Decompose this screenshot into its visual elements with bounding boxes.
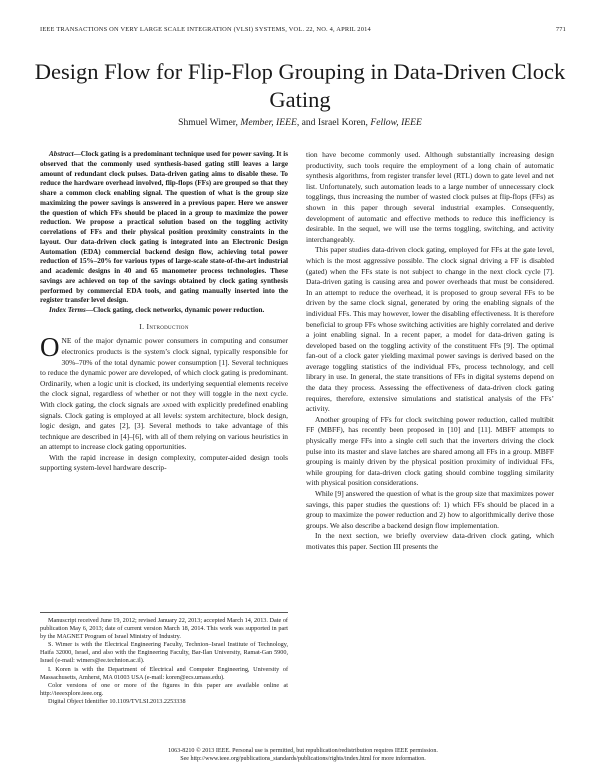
index-terms-text: —Clock gating, clock networks, dynamic power reduction. (85, 306, 265, 314)
footnote-color: Color versions of one or more of the figures in this paper are available online at http://ieeexplore.ieee.org. (40, 681, 288, 697)
right-paragraph-4: While [9] answered the question of what is the group size that maximizes power savings, this paper studies the questions of: 1) which FFs should be placed in a group to maximize the power reduction and 2) how to algorithmically derive those groups. We also describe a backend design flow implementation. (306, 489, 554, 530)
author-line (40, 117, 560, 128)
right-paragraph-2: This paper studies data-driven clock gating, employed for FFs at the gate level, which is the most aggressive possible. The clock signal driving a FF is disabled (gated) when the FFs state is not subject to change in the next clock cycle [7]. Data-driven gating is causing area and power overheads that must be considered. In an attempt to reduce the overhead, it is proposed to group several FFs to be driven by the same clock signal, generated by oring the enabling signals of the individual FFs. This may however, lower the disabling effectiveness. It is therefore beneficial to group FFs whose switching activities are highly correlated and derive a joint enabling signal. In a recent paper, a model for data-driven gating is developed based on the toggling activity of the constituent FFs [9]. The optimal fan-out of a clock gater yielding maximal power savings is derived based on the average toggling statistics of the individual FFs, process technology, and cell library in use. In general, the state transitions of FFs in digital systems depend on the data they process. Assessing the effectiveness of data-driven clock gating requires, therefore, extensive simulations and statistical analysis of the FFs’ activity. (306, 245, 554, 414)
left-column (40, 150, 288, 474)
running-header (40, 26, 566, 33)
intro-p1-first: NE of the major dynamic power consumers in computing and consumer electronics products is the system’s clock signal, typically responsible for 30%–70% of the total dynamic power consumption [1]. Several techniques to reduce the dynamic power are developed, of which clock gating is predominant. Ordinarily, when a logic unit is clocked, its underlying sequential elements receive the clock signal, regardless of whether or not they will toggle in the next cycle. With clock gating, the clock signals are (40, 336, 288, 409)
copyright-notice: 1063-8210 © 2013 IEEE. Personal use is permitted, but republication/redistribution requires IEEE permission. (168, 748, 438, 754)
right-paragraph-5: In the next section, we briefly overview data-driven clock gating, which motivates this paper. Section III presents the (306, 531, 554, 551)
page-footer (40, 747, 566, 763)
page-number: 771 (555, 26, 566, 33)
right-paragraph-1: tion have become commonly used. Although substantially increasing design productivity, such tools require the employment of a long chain of automatic synthesis algorithms, from register transfer level (RTL) down to gate level and net list. Unfortunately, such automation leads to a large number of unnecessary clock togglings, thus increasing the number of wasted clock pulses at flip-flops (FFs) as shown in this paper through several industrial examples. Consequently, development of automatic and effective methods to reduce this inefficiency is desirable. In the sequel, we will use the terms toggling, switching, and activity interchangeably. (306, 150, 554, 244)
intro-p1-and: and (162, 399, 174, 409)
abstract-label: Abstract (49, 150, 74, 158)
right-column (306, 150, 554, 553)
section-heading: I. Introduction (139, 321, 189, 331)
journal-name: IEEE TRANSACTIONS ON VERY LARGE SCALE INTEGRATION (VLSI) SYSTEMS, VOL. 22, NO. 4, APRIL 2014 (40, 26, 371, 33)
author-1-name: Shmuel Wimer, (178, 117, 241, 128)
index-terms-label: Index Terms (49, 306, 86, 314)
author-2-grade: Fellow, IEEE (370, 117, 422, 128)
intro-paragraph-2: With the rapid increase in design complexity, computer-aided design tools supporting system-level hardware descrip- (40, 452, 288, 473)
footnote-doi: Digital Object Identifier 10.1109/TVLSI.2013.2253338 (48, 697, 186, 705)
abstract (40, 150, 288, 306)
paper-title: Design Flow for Flip-Flop Grouping in Data-Driven Clock Gating (34, 59, 566, 112)
index-terms (40, 306, 288, 316)
author-conjunction: , and Israel Koren, (296, 117, 371, 128)
footnotes (40, 612, 288, 706)
intro-p1-rest: ed with explicitly predefined enabling signals. Clock gating is employed at all levels: system architecture, block design, logic design, and gates [2], [3]. Several methods to take advantage of this technique are described in [4]–[6], with all of them relying on various heuristics in an attempt to increase clock gating opportunities. (40, 399, 289, 452)
drop-cap: O (40, 332, 60, 363)
intro-paragraph-1 (40, 332, 289, 453)
footnote-author-2: I. Koren is with the Department of Electrical and Computer Engineering, University of Massachusetts, Amherst, MA 01003 USA (e-mail: koren@ecs.umass.edu). (40, 665, 288, 681)
rights-link: See http://www.ieee.org/publications_standards/publications/rights/index.html for more information. (180, 756, 426, 762)
footnote-author-1: S. Wimer is with the Electrical Engineering Faculty, Technion–Israel Institute of Technology, Haifa 32000, Israel, and also with the Engineering Faculty, Bar-Ilan University, Ramat-Gan 5900, Israel (e-mail: wimers@ee.technion.ac.il). (40, 641, 288, 665)
footnote-received: Manuscript received June 19, 2012; revised January 22, 2013; accepted March 14, 2013. Date of publication May 6, 2013; date of current version March 18, 2014. This work was supported in part by the MAGNET Program of Israel Ministry of Industry. (40, 617, 288, 641)
abstract-text: —Clock gating is a predominant technique used for power saving. It is observed that the commonly used synthesis-based gating still leaves a large amount of redundant clock pulses. Data-driven gating aims to disable these. To reduce the hardware overhead involved, flip-flops (FFs) are grouped so that they share a common clock enabling signal. The question of what is the group size maximizing the power savings is answered in a previous paper. Here we answer the question of which FFs should be placed in a group to maximize the power reduction. We propose a practical solution based on the toggling activity correlations of FFs and their physical position proximity constraints in the layout. Our data-driven clock gating is integrated into an Electronic Design Automation (EDA) commercial backend design flow, achieving total power reduction of 15%–20% for various types of large-scale state-of-the-art industrial and academic designs in 40 and 65 manometer process technologies. These savings are achieved on top of the savings obtained by clock gating synthesis performed by commercial EDA tools, and gating manually inserted into the register transfer level design. (40, 150, 288, 305)
author-1-grade: Member, IEEE (240, 117, 297, 128)
right-paragraph-3: Another grouping of FFs for clock switching power reduction, called multibit FF (MBFF), has recently been proposed in [10] and [11]. MBFF attempts to physically merge FFs into a single cell such that the inverters driving the clock pulse into its master and slave latches are shared among all FFs in a group. MBFF grouping is mainly driven by the physical position proximity of individual FFs, while grouping for data-driven clock gating should combine toggling similarity with physical position considerations. (306, 414, 554, 488)
